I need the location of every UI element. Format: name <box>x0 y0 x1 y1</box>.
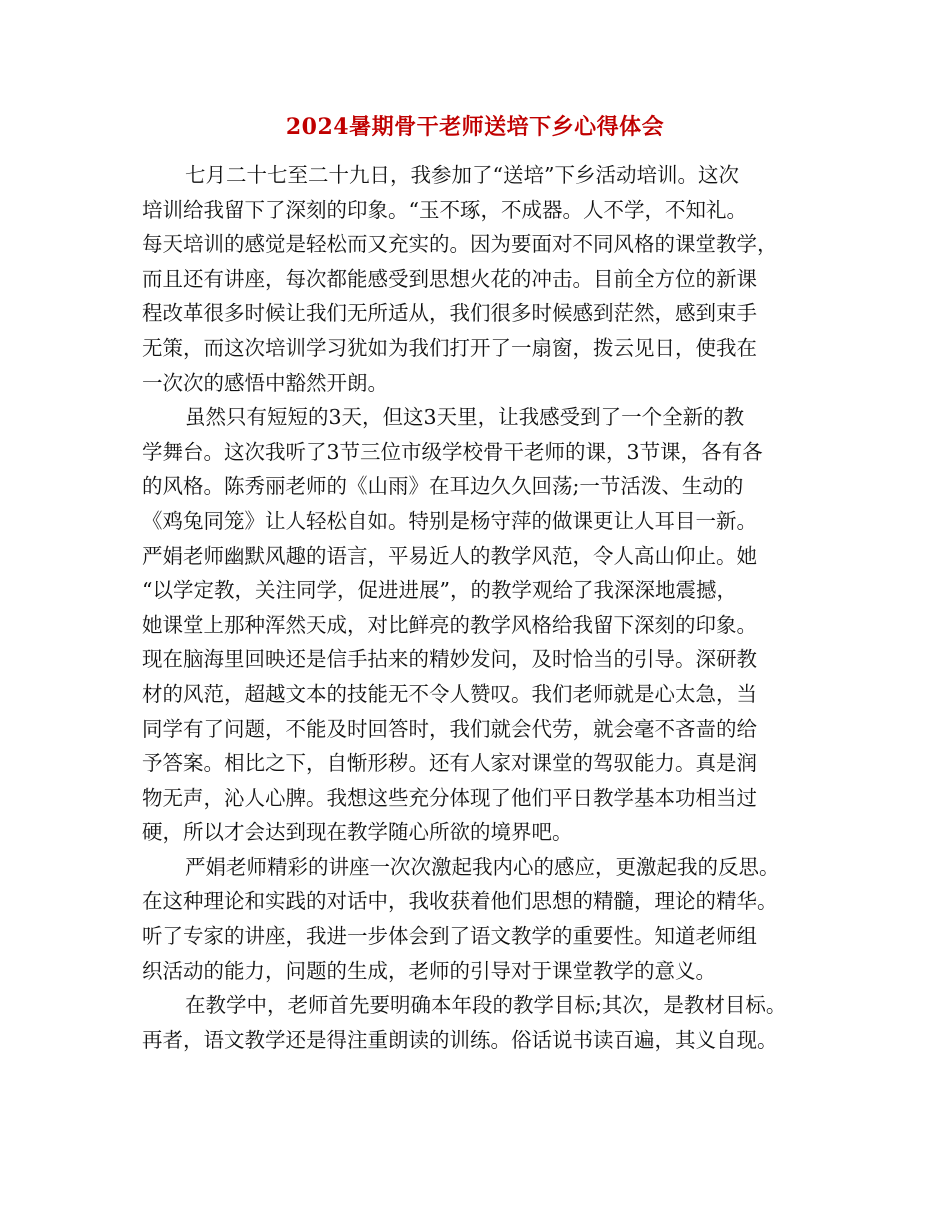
text-line: 严娟老师幽默风趣的语言，平易近人的教学风范，令人高山仰止。她 <box>142 543 757 568</box>
text-line: 同学有了问题，不能及时回答时，我们就会代劳，就会毫不吝啬的给 <box>142 716 757 741</box>
text-line: 在这种理论和实践的对话中，我收获着他们思想的精髓，理论的精华。 <box>142 889 778 914</box>
text-line: 材的风范，超越文本的技能无不令人赞叹。我们老师就是心太急，当 <box>142 681 757 706</box>
text-line: 硬，所以才会达到现在教学随心所欲的境界吧。 <box>142 820 573 845</box>
text-line: 每天培训的感觉是轻松而又充实的。因为要面对不同风格的课堂教学， <box>142 232 778 257</box>
text-line: 现在脑海里回映还是信手拈来的精妙发问，及时恰当的引导。深研教 <box>142 647 757 672</box>
text-line: 在教学中，老师首先要明确本年段的教学目标;其次，是教材目标。 <box>185 993 787 1018</box>
text-line: 七月二十七至二十九日，我参加了“送培”下乡活动培训。这次 <box>185 163 739 187</box>
text-line: 再者，语文教学还是得注重朗读的训练。俗话说书读百遍，其义自现。 <box>142 1027 778 1052</box>
text-line: 她课堂上那种浑然天成，对比鲜亮的教学风格给我留下深刻的印象。 <box>142 612 757 637</box>
text-line: 一次次的感悟中豁然开朗。 <box>142 370 388 395</box>
text-line: 《鸡兔同笼》让人轻松自如。特别是杨守萍的做课更让人耳目一新。 <box>142 508 757 533</box>
text-line: 虽然只有短短的3天，但这3天里，让我感受到了一个全新的教 <box>185 405 745 430</box>
text-line: 学舞台。这次我听了3节三位市级学校骨干老师的课，3节课，各有各 <box>142 439 763 464</box>
text-line: 织活动的能力，问题的生成，老师的引导对于课堂教学的意义。 <box>142 958 716 983</box>
text-line: 的风格。陈秀丽老师的《山雨》在耳边久久回荡;一节活泼、生动的 <box>142 474 744 499</box>
text-line: 无策，而这次培训学习犹如为我们打开了一扇窗，拨云见日，使我在 <box>142 335 757 360</box>
document-body <box>142 158 822 1057</box>
text-line: 物无声，沁人心脾。我想这些充分体现了他们平日教学基本功相当过 <box>142 785 757 810</box>
text-line: 而且还有讲座，每次都能感受到思想火花的冲击。目前全方位的新课 <box>142 266 757 291</box>
text-line: 程改革很多时候让我们无所适从，我们很多时候感到茫然，感到束手 <box>142 301 757 326</box>
text-line: “以学定教，关注同学，促进进展”，的教学观给了我深深地震撼， <box>142 578 737 603</box>
text-line: 严娟老师精彩的讲座一次次激起我内心的感应，更激起我的反思。 <box>185 854 780 879</box>
text-line: 予答案。相比之下，自惭形秽。还有人家对课堂的驾驭能力。真是润 <box>142 751 757 776</box>
text-line: 培训给我留下了深刻的印象。“玉不琢，不成器。人不学，不知礼。 <box>142 197 747 222</box>
text-line: 听了专家的讲座，我进一步体会到了语文教学的重要性。知道老师组 <box>142 924 757 949</box>
document-title: 2024暑期骨干老师送培下乡心得体会 <box>285 114 665 140</box>
